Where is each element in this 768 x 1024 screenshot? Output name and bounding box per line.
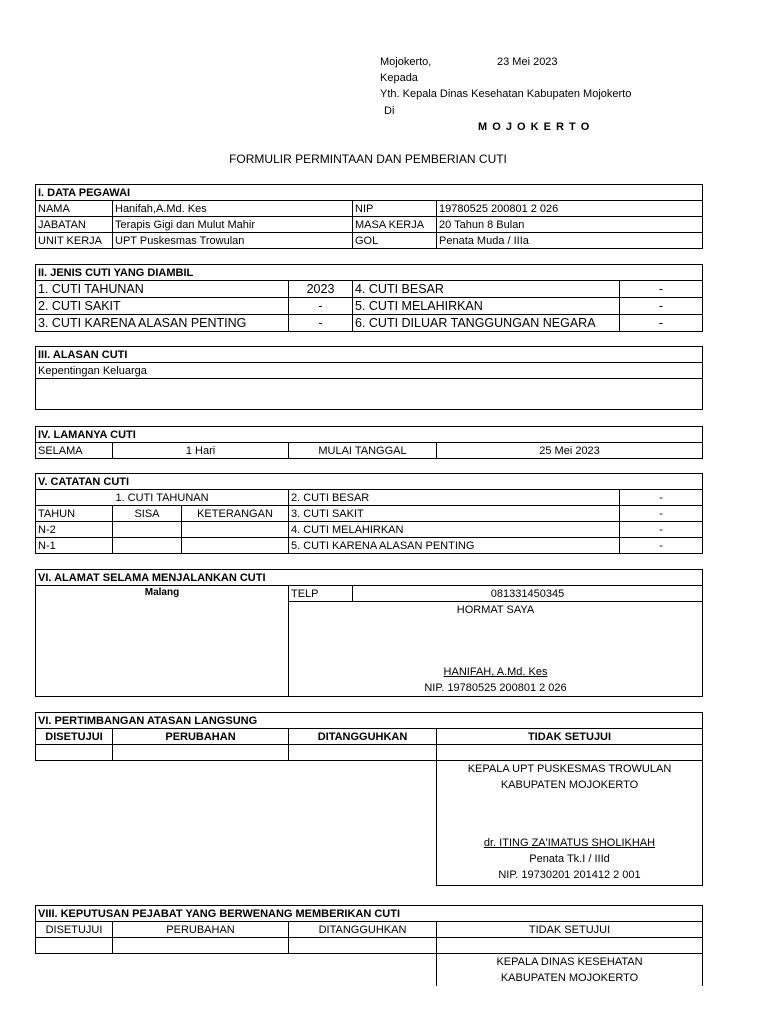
col-disetujui: DISETUJUI xyxy=(36,729,113,745)
section-catatan-cuti xyxy=(35,473,703,554)
field-value: Terapis Gigi dan Mulut Mahir xyxy=(113,217,353,233)
leave-type: 1. CUTI TAHUNAN xyxy=(36,281,289,298)
leave-type: 5. CUTI MELAHIRKAN xyxy=(353,298,620,315)
duration-label: SELAMA xyxy=(36,443,113,459)
field-value: Penata Muda / IIIa xyxy=(437,233,703,249)
letter-kepada: Kepada xyxy=(380,72,418,84)
section-title: II. JENIS CUTI YANG DIAMBIL xyxy=(36,265,703,281)
blank-row xyxy=(36,379,703,410)
letter-place: M O J O K E R T O xyxy=(478,121,591,133)
section-alasan-cuti xyxy=(35,346,703,410)
col-disetujui: DISETUJUI xyxy=(36,922,113,938)
empty-cell xyxy=(182,538,289,554)
field-value: 19780525 200801 2 026 xyxy=(437,201,703,217)
empty-cell xyxy=(36,745,113,761)
leave-type: 2. CUTI BESAR xyxy=(289,490,620,506)
official-title-2: KABUPATEN MOJOKERTO xyxy=(500,972,639,984)
table-row xyxy=(36,522,703,538)
col-keterangan: KETERANGAN xyxy=(182,506,289,522)
leave-type: 4. CUTI MELAHIRKAN xyxy=(289,522,620,538)
leave-reason: Kepentingan Keluarga xyxy=(36,363,703,379)
field-label: MASA KERJA xyxy=(353,217,437,233)
leave-type: 3. CUTI SAKIT xyxy=(289,506,620,522)
section-title: IV. LAMANYA CUTI xyxy=(36,427,703,443)
section-keputusan-pejabat xyxy=(35,905,703,986)
address-value: Malang xyxy=(36,586,289,697)
table-row xyxy=(36,745,703,761)
letter-date: 23 Mei 2023 xyxy=(497,56,558,68)
empty-cell xyxy=(36,938,113,954)
empty-cell xyxy=(113,538,182,554)
col-tidak-setuju: TIDAK SETUJUI xyxy=(437,922,703,938)
empty-cell xyxy=(182,522,289,538)
table-row xyxy=(36,201,703,217)
field-value: UPT Puskesmas Trowulan xyxy=(113,233,353,249)
section-title: V. CATATAN CUTI xyxy=(36,474,703,490)
table-row xyxy=(36,938,703,954)
section-title: VI. ALAMAT SELAMA MENJALANKAN CUTI xyxy=(36,570,703,586)
table-row xyxy=(36,538,703,554)
leave-type: 3. CUTI KARENA ALASAN PENTING xyxy=(36,315,289,332)
hormat-saya: HORMAT SAYA xyxy=(456,604,535,616)
table-row xyxy=(36,490,703,506)
table-row xyxy=(36,506,703,522)
table-row xyxy=(36,729,703,745)
letter-recipient: Yth. Kepala Dinas Kesehatan Kabupaten Mojokerto xyxy=(380,88,632,100)
leave-value: - xyxy=(620,490,703,506)
empty-cell xyxy=(289,745,437,761)
section-alamat-cuti xyxy=(35,569,703,697)
blank-area xyxy=(36,761,437,886)
leave-value: - xyxy=(289,315,353,332)
section-title: I. DATA PEGAWAI xyxy=(36,185,703,201)
field-value: Hanifah,A.Md. Kes xyxy=(113,201,353,217)
field-label: NAMA xyxy=(36,201,113,217)
section-lamanya-cuti xyxy=(35,426,703,459)
year-label: N-2 xyxy=(36,522,113,538)
empty-cell xyxy=(289,938,437,954)
section-data-pegawai xyxy=(35,184,703,249)
start-date-label: MULAI TANGGAL xyxy=(289,443,437,459)
supervisor-rank: Penata Tk.I / IIId xyxy=(529,853,610,865)
telp-label: TELP xyxy=(289,586,353,602)
field-label: JABATAN xyxy=(36,217,113,233)
table-row xyxy=(36,233,703,249)
official-title: KEPALA DINAS KESEHATAN xyxy=(496,956,643,968)
blank-area xyxy=(36,954,437,987)
leave-type: 6. CUTI DILUAR TANGGUNGAN NEGARA xyxy=(353,315,620,332)
section-title: VIII. KEPUTUSAN PEJABAT YANG BERWENANG MEMBERIKAN CUTI xyxy=(36,906,703,922)
supervisor-title-2: KABUPATEN MOJOKERTO xyxy=(500,779,639,791)
leave-value: - xyxy=(620,298,703,315)
leave-type: 5. CUTI KARENA ALASAN PENTING xyxy=(289,538,620,554)
leave-value: - xyxy=(620,522,703,538)
leave-value: - xyxy=(289,298,353,315)
leave-value: - xyxy=(620,506,703,522)
form-title: FORMULIR PERMINTAAN DAN PEMBERIAN CUTI xyxy=(229,152,507,166)
leave-value: - xyxy=(620,315,703,332)
table-row xyxy=(36,217,703,233)
applicant-signature-block xyxy=(289,602,703,697)
col-perubahan: PERUBAHAN xyxy=(113,729,289,745)
col-ditangguhkan: DITANGGUHKAN xyxy=(289,729,437,745)
letter-city: Mojokerto, xyxy=(380,56,432,68)
field-value: 20 Tahun 8 Bulan xyxy=(437,217,703,233)
col-tahun: TAHUN xyxy=(36,506,113,522)
section-pertimbangan-atasan xyxy=(35,712,703,886)
supervisor-nip: NIP. 19730201 201412 2 001 xyxy=(498,869,641,881)
col-ditangguhkan: DITANGGUHKAN xyxy=(289,922,437,938)
section-title: III. ALASAN CUTI xyxy=(36,347,703,363)
field-label: NIP xyxy=(353,201,437,217)
leave-value: - xyxy=(620,281,703,298)
empty-cell xyxy=(113,522,182,538)
col-perubahan: PERUBAHAN xyxy=(113,922,289,938)
table-row xyxy=(36,443,703,459)
section-jenis-cuti xyxy=(35,264,703,332)
empty-cell xyxy=(113,745,289,761)
duration-value: 1 Hari xyxy=(113,443,289,459)
applicant-name: HANIFAH, A.Md. Kes xyxy=(443,666,548,678)
empty-cell xyxy=(437,938,703,954)
empty-cell xyxy=(113,938,289,954)
letter-di: Di xyxy=(384,105,395,117)
empty-cell xyxy=(437,745,703,761)
applicant-nip: NIP. 19780525 200801 2 026 xyxy=(424,682,567,694)
telp-value: 081331450345 xyxy=(353,586,703,602)
official-signature-block xyxy=(437,954,703,987)
year-label: N-1 xyxy=(36,538,113,554)
leave-value: - xyxy=(620,538,703,554)
leave-type: 4. CUTI BESAR xyxy=(353,281,620,298)
leave-type: 2. CUTI SAKIT xyxy=(36,298,289,315)
table-row xyxy=(36,586,703,602)
field-label: GOL xyxy=(353,233,437,249)
annual-leave-header: 1. CUTI TAHUNAN xyxy=(36,490,289,506)
table-row xyxy=(36,922,703,938)
section-title: VI. PERTIMBANGAN ATASAN LANGSUNG xyxy=(36,713,703,729)
table-row xyxy=(36,298,703,315)
supervisor-signature-block xyxy=(437,761,703,886)
table-row xyxy=(36,281,703,298)
supervisor-name: dr. ITING ZA'IMATUS SHOLIKHAH xyxy=(483,837,656,849)
table-row xyxy=(36,315,703,332)
supervisor-title: KEPALA UPT PUSKESMAS TROWULAN xyxy=(467,763,672,775)
field-label: UNIT KERJA xyxy=(36,233,113,249)
col-tidak-setuju: TIDAK SETUJUI xyxy=(437,729,703,745)
start-date-value: 25 Mei 2023 xyxy=(437,443,703,459)
leave-value: 2023 xyxy=(289,281,353,298)
col-sisa: SISA xyxy=(113,506,182,522)
